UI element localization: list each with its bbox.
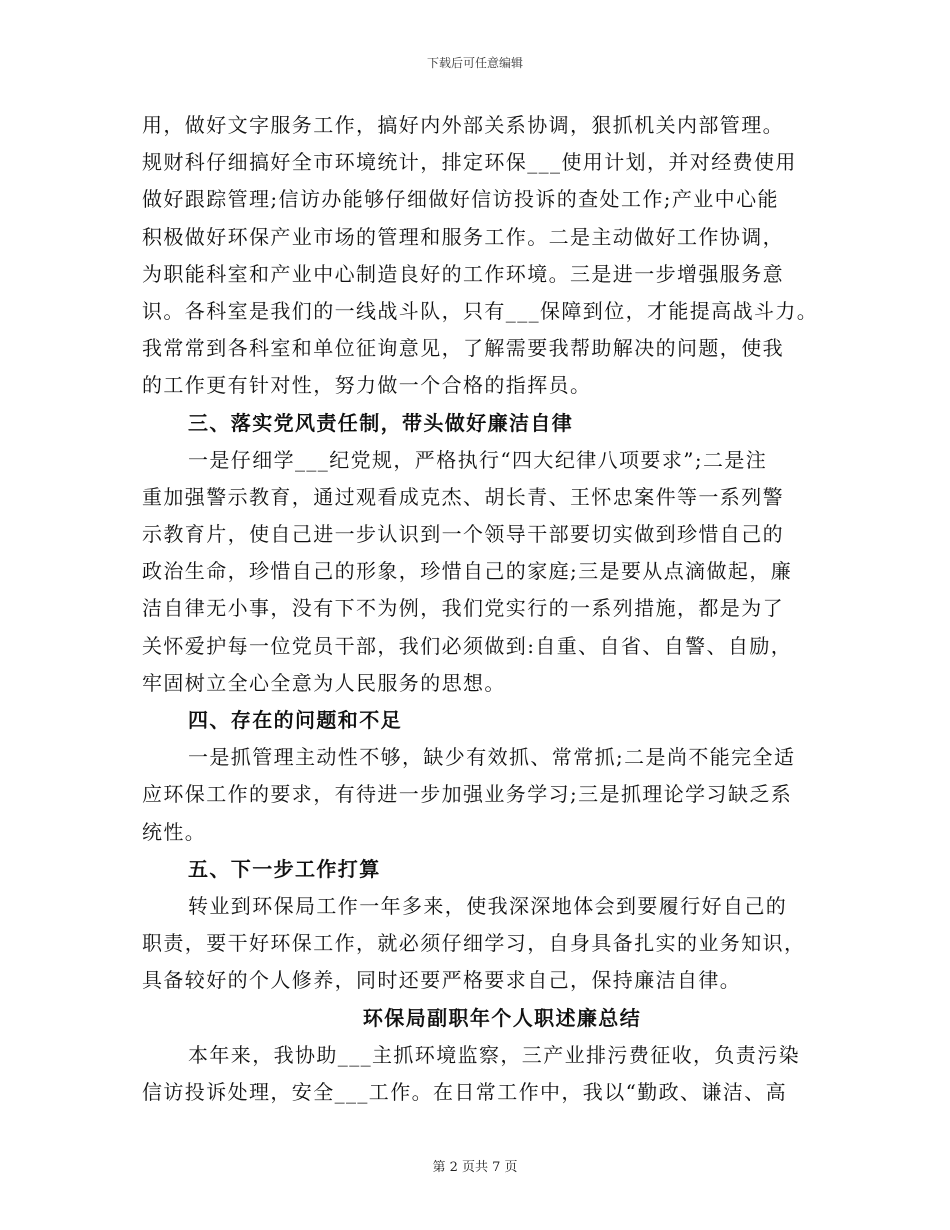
paragraph-line: 应环保工作的要求，有待进一步加强业务学习;三是抓理论学习缺乏系 [142,782,793,807]
paragraph-line: 政治生命，珍惜自己的形象，珍惜自己的家庭;三是要从点滴做起，廉 [142,559,793,584]
paragraph-line: 洁自律无小事，没有下不为例，我们党实行的一系列措施，都是为了 [142,596,784,621]
page-header: 下载后可任意编辑 [426,56,523,70]
paragraph-line: 为职能科室和产业中心制造良好的工作环境。三是进一步增强服务意 [142,261,784,286]
section-heading: 五、下一步工作打算 [188,856,381,881]
paragraph-line: 信访投诉处理，安全___工作。在日常工作中，我以“勤政、谦洁、高 [142,1079,788,1104]
paragraph-line: 重加强警示教育，通过观看成克杰、胡长青、王怀忠案件等一系列警 [142,484,784,509]
document-title: 环保局副职年个人职述廉总结 [362,1005,642,1030]
paragraph-line: 统性。 [142,819,207,844]
paragraph-line: 具备较好的个人修养，同时还要严格要求自己，保持廉洁自律。 [142,968,742,993]
document-body [142,107,822,1111]
paragraph-line: 积极做好环保产业市场的管理和服务工作。二是主动做好工作协调， [142,224,784,249]
paragraph-line: 一是仔细学___纪党规，严格执行“四大纪律八项要求”;二是注 [188,447,768,472]
paragraph-line: 关怀爱护每一位党员干部，我们必须做到:自重、自省、自警、自励， [142,633,793,658]
section-heading: 三、落实党风责任制，带头做好廉洁自律 [188,410,574,435]
paragraph-line: 我常常到各科室和单位征询意见，了解需要我帮助解决的问题，使我 [142,336,784,361]
paragraph-line: 识。各科室是我们的一线战斗队，只有___保障到位，才能提高战斗力。 [142,298,819,323]
paragraph-line: 本年来，我协助___主抓环境监察，三产业排污费征收，负责污染 [188,1042,800,1067]
paragraph-line: 示教育片，使自己进一步认识到一个领导干部要切实做到珍惜自己的 [142,522,784,547]
paragraph-line: 职责，要干好环保工作，就必须仔细学习，自身具备扎实的业务知识， [142,931,806,956]
section-heading: 四、存在的问题和不足 [188,708,402,732]
paragraph-line: 转业到环保局工作一年多来，使我深深地体会到要履行好自己的 [188,893,788,918]
paragraph-line: 用，做好文字服务工作，搞好内外部关系协调，狠抓机关内部管理。 [142,113,784,137]
paragraph-line: 做好跟踪管理;信访办能够仔细做好信访投诉的查处工作;产业中心能 [142,187,779,212]
paragraph-line: 的工作更有针对性，努力做一个合格的指挥员。 [142,373,592,398]
paragraph-line: 规财科仔细搞好全市环境统计，排定环保___使用计划，并对经费使用 [142,150,797,175]
paragraph-line: 一是抓管理主动性不够，缺少有效抓、常常抓;二是尚不能完全适 [188,745,796,770]
page-footer: 第 2 页共 7 页 [432,1160,518,1175]
paragraph-line: 牢固树立全心全意为人民服务的思想。 [142,670,506,695]
